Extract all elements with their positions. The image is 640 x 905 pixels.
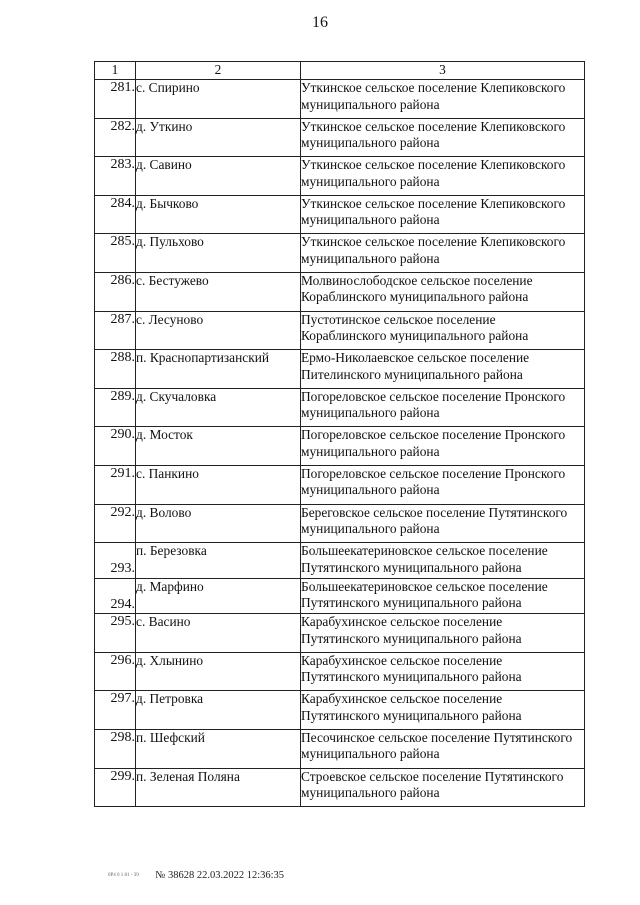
table-row xyxy=(95,272,585,311)
table-row xyxy=(95,691,585,730)
table-row xyxy=(95,157,585,196)
row-number: 287. xyxy=(95,311,136,350)
table-row xyxy=(95,578,585,614)
municipality-description: Погореловское сельское поселение Пронского муниципального района xyxy=(301,427,585,466)
municipality-description: Строевское сельское поселение Путятинского муниципального района xyxy=(301,768,585,807)
settlement-name: с. Васино xyxy=(136,614,301,653)
row-number: 285. xyxy=(95,234,136,273)
footer-code: 0P4 0 1 81 - 39 xyxy=(108,873,139,879)
table-row xyxy=(95,768,585,807)
column-header-settlement: 2 xyxy=(136,62,301,80)
settlement-name: д. Мосток xyxy=(136,427,301,466)
settlements-table xyxy=(94,61,585,807)
table-row xyxy=(95,311,585,350)
table-row xyxy=(95,388,585,427)
table-header-row xyxy=(95,62,585,80)
row-number: 298. xyxy=(95,729,136,768)
table-row xyxy=(95,350,585,389)
row-number: 286. xyxy=(95,272,136,311)
settlement-name: д. Бычково xyxy=(136,195,301,234)
settlement-name: д. Хлынино xyxy=(136,652,301,691)
row-number: 295. xyxy=(95,614,136,653)
settlement-name: п. Шефский xyxy=(136,729,301,768)
municipality-description: Береговское сельское поселение Путятинского муниципального района xyxy=(301,504,585,543)
municipality-description: Погореловское сельское поселение Пронского муниципального района xyxy=(301,388,585,427)
document-footer xyxy=(108,870,284,881)
table-row xyxy=(95,652,585,691)
row-number: 292. xyxy=(95,504,136,543)
municipality-description: Карабухинское сельское поселение Путятинского муниципального района xyxy=(301,652,585,691)
row-number: 291. xyxy=(95,465,136,504)
settlement-name: д. Савино xyxy=(136,157,301,196)
row-number: 281. xyxy=(95,80,136,119)
settlement-name: с. Бестужево xyxy=(136,272,301,311)
table-row xyxy=(95,729,585,768)
table-row xyxy=(95,195,585,234)
settlement-name: д. Уткино xyxy=(136,118,301,157)
municipality-description: Молвинослободское сельское поселение Кораблинского муниципального района xyxy=(301,272,585,311)
table-row xyxy=(95,427,585,466)
municipality-description: Большеекатериновское сельское поселение Путятинского муниципального района xyxy=(301,543,585,579)
municipality-description: Большеекатериновское сельское поселение Путятинского муниципального района xyxy=(301,578,585,614)
settlement-name: п. Березовка xyxy=(136,543,301,579)
row-number: 296. xyxy=(95,652,136,691)
municipality-description: Песочинское сельское поселение Путятинского муниципального района xyxy=(301,729,585,768)
row-number: 282. xyxy=(95,118,136,157)
settlement-name: с. Панкино xyxy=(136,465,301,504)
table-row xyxy=(95,80,585,119)
municipality-description: Уткинское сельское поселение Клепиковского муниципального района xyxy=(301,80,585,119)
municipality-description: Пустотинское сельское поселение Кораблинского муниципального района xyxy=(301,311,585,350)
municipality-description: Ермо-Николаевское сельское поселение Пителинского муниципального района xyxy=(301,350,585,389)
municipality-description: Карабухинское сельское поселение Путятинского муниципального района xyxy=(301,614,585,653)
row-number: 289. xyxy=(95,388,136,427)
settlement-name: д. Марфино xyxy=(136,578,301,614)
settlement-name: д. Петровка xyxy=(136,691,301,730)
page-number: 16 xyxy=(312,14,328,31)
settlement-name: д. Пульхово xyxy=(136,234,301,273)
settlement-name: п. Зеленая Поляна xyxy=(136,768,301,807)
row-number: 288. xyxy=(95,350,136,389)
settlement-name: п. Краснопартизанский xyxy=(136,350,301,389)
table-row xyxy=(95,118,585,157)
table-row xyxy=(95,543,585,579)
municipality-description: Уткинское сельское поселение Клепиковского муниципального района xyxy=(301,234,585,273)
row-number: 294. xyxy=(95,578,136,614)
table-row xyxy=(95,234,585,273)
row-number: 283. xyxy=(95,157,136,196)
settlement-name: с. Лесуново xyxy=(136,311,301,350)
row-number: 284. xyxy=(95,195,136,234)
settlement-name: д. Скучаловка xyxy=(136,388,301,427)
row-number: 299. xyxy=(95,768,136,807)
table-row xyxy=(95,465,585,504)
row-number: 293. xyxy=(95,543,136,579)
settlement-name: с. Спирино xyxy=(136,80,301,119)
municipality-description: Уткинское сельское поселение Клепиковского муниципального района xyxy=(301,157,585,196)
municipality-description: Карабухинское сельское поселение Путятинского муниципального района xyxy=(301,691,585,730)
table-row xyxy=(95,614,585,653)
row-number: 297. xyxy=(95,691,136,730)
row-number: 290. xyxy=(95,427,136,466)
table-row xyxy=(95,504,585,543)
settlement-name: д. Волово xyxy=(136,504,301,543)
registration-stamp: № 38628 22.03.2022 12:36:35 xyxy=(155,870,285,881)
municipality-description: Уткинское сельское поселение Клепиковского муниципального района xyxy=(301,195,585,234)
municipality-description: Погореловское сельское поселение Пронского муниципального района xyxy=(301,465,585,504)
municipality-description: Уткинское сельское поселение Клепиковского муниципального района xyxy=(301,118,585,157)
column-header-number: 1 xyxy=(95,62,136,80)
column-header-municipality: 3 xyxy=(301,62,585,80)
